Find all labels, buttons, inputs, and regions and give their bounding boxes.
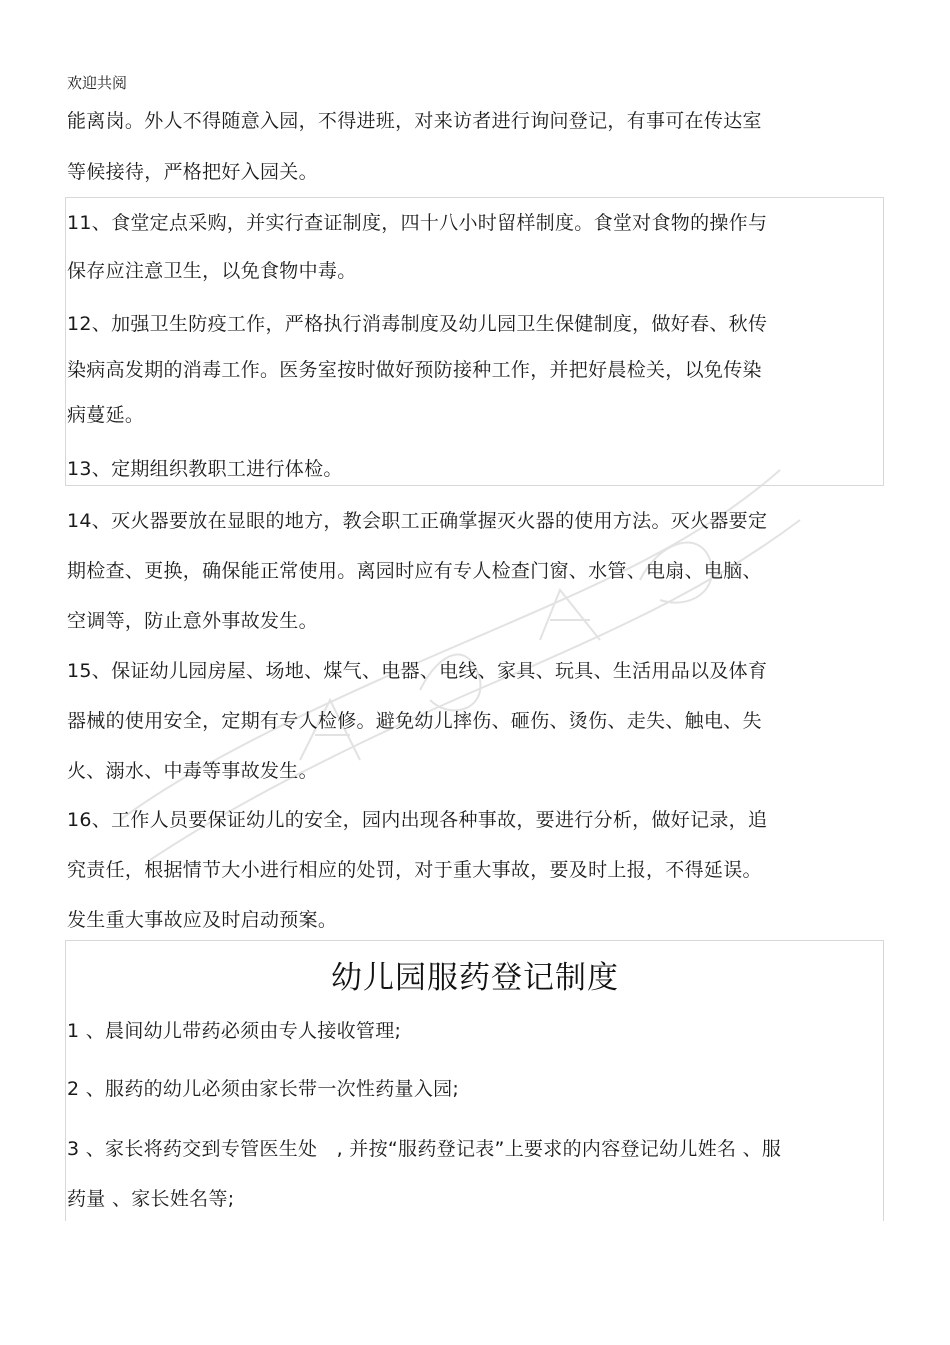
paragraph-line: 13、定期组织教职工进行体检。 (67, 458, 343, 480)
paragraph-line: 16、工作人员要保证幼儿的安全，园内出现各种事故，要进行分析，做好记录，追 (67, 809, 768, 831)
paragraph-line: 能离岗。外人不得随意入园，不得进班，对来访者进行询问登记，有事可在传达室 (67, 110, 762, 132)
paragraph-line: 器械的使用安全，定期有专人检修。避免幼儿摔伤、砸伤、烫伤、走失、触电、失 (67, 710, 762, 732)
paragraph-line: 等候接待，严格把好入园关。 (67, 161, 318, 183)
paragraph-line: 病蔓延。 (67, 404, 145, 426)
paragraph-line: 空调等，防止意外事故发生。 (67, 610, 318, 632)
section-line: 3 、家长将药交到专管医生处 , 并按“服药登记表”上要求的内容登记幼儿姓名 、服 (67, 1138, 782, 1160)
paragraph-line: 发生重大事故应及时启动预案。 (67, 909, 338, 931)
paragraph-line: 11、食堂定点采购，并实行查证制度，四十八小时留样制度。食堂对食物的操作与 (67, 212, 768, 234)
section-line: 1 、晨间幼儿带药必须由专人接收管理; (67, 1020, 402, 1042)
paragraph-line: 染病高发期的消毒工作。医务室按时做好预防接种工作，并把好晨检关，以免传染 (67, 359, 762, 381)
section-line: 药量 、家长姓名等; (67, 1188, 235, 1210)
paragraph-line: 期检查、更换，确保能正常使用。离园时应有专人检查门窗、水管、电扇、电脑、 (67, 560, 762, 582)
paragraph-line: 14、灭火器要放在显眼的地方，教会职工正确掌握灭火器的使用方法。灭火器要定 (67, 510, 768, 532)
section-line: 2 、服药的幼儿必须由家长带一次性药量入园; (67, 1078, 460, 1100)
frame-box-1 (65, 197, 884, 486)
page-header: 欢迎共阅 (67, 74, 128, 92)
paragraph-line: 保存应注意卫生，以免食物中毒。 (67, 260, 357, 282)
paragraph-line: 火、溺水、中毒等事故发生。 (67, 760, 318, 782)
section-title: 幼儿园服药登记制度 (331, 960, 619, 996)
paragraph-line: 究责任，根据情节大小进行相应的处罚，对于重大事故，要及时上报，不得延误。 (67, 859, 762, 881)
paragraph-line: 15、保证幼儿园房屋、场地、煤气、电器、电线、家具、玩具、生活用品以及体育 (67, 660, 768, 682)
paragraph-line: 12、加强卫生防疫工作，严格执行消毒制度及幼儿园卫生保健制度，做好春、秋传 (67, 313, 768, 335)
